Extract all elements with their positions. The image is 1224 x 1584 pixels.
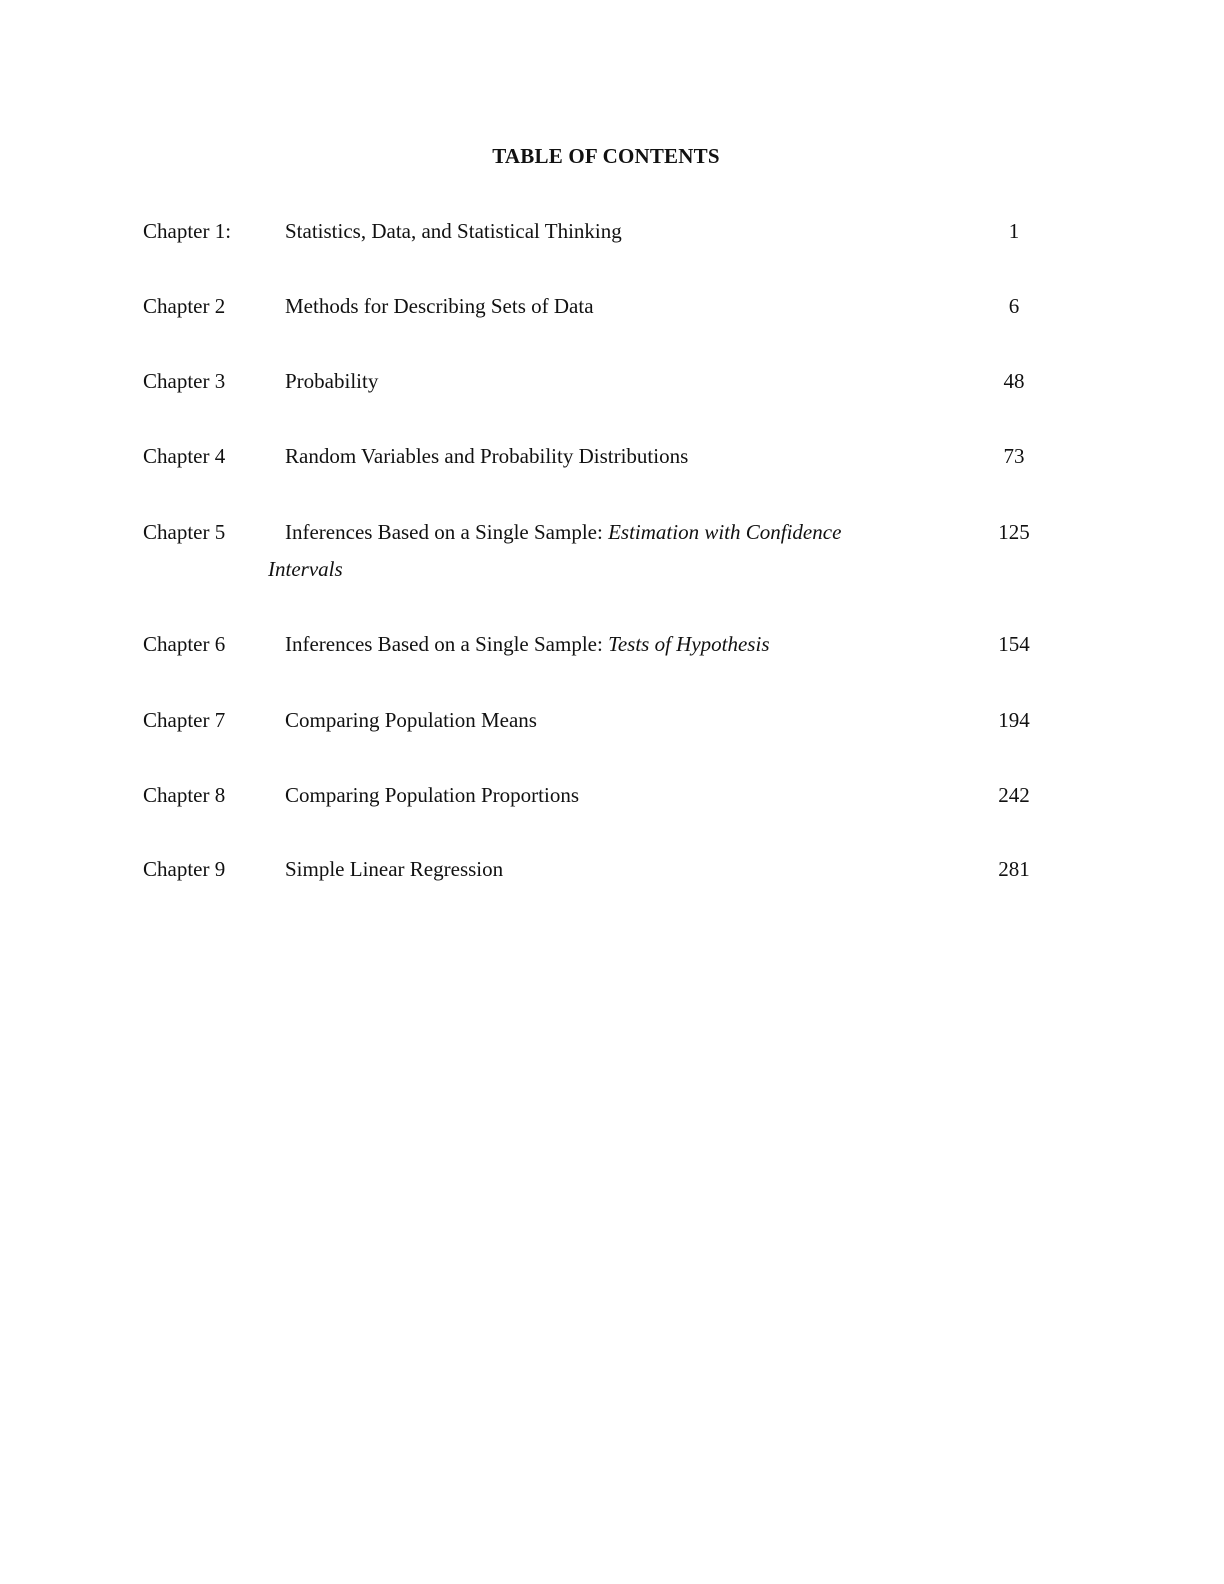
chapter-label: Chapter 3 [143, 369, 226, 393]
page-number: 6 [1008, 294, 1020, 318]
chapter-title-italic: Estimation with Confidence [608, 520, 842, 544]
chapter-title-regular: Inferences Based on a Single Sample: [285, 520, 609, 544]
chapter-title: Probability [285, 369, 379, 393]
chapter-label: Chapter 1: [143, 219, 232, 243]
chapter-title: Simple Linear Regression [285, 857, 504, 881]
page-number: 73 [1003, 444, 1025, 468]
page-number: 1 [1008, 219, 1020, 243]
page-number: 281 [998, 857, 1030, 881]
page-number: 154 [998, 632, 1030, 656]
chapter-title: Methods for Describing Sets of Data [285, 294, 594, 318]
chapter-title: Statistics, Data, and Statistical Thinking [285, 219, 622, 243]
chapter-title [285, 519, 841, 545]
chapter-title: Random Variables and Probability Distributions [285, 444, 689, 468]
page-number: 125 [998, 520, 1030, 544]
chapter-title-continued: Intervals [268, 557, 343, 581]
chapter-label: Chapter 2 [143, 294, 226, 318]
chapter-title-italic: Tests of Hypothesis [608, 632, 770, 656]
chapter-title-regular: Inferences Based on a Single Sample: [285, 632, 609, 656]
chapter-title: Comparing Population Means [285, 708, 537, 732]
chapter-label: Chapter 4 [143, 444, 226, 468]
chapter-title [285, 631, 770, 657]
chapter-label: Chapter 9 [143, 857, 226, 881]
chapter-label: Chapter 8 [143, 783, 226, 807]
chapter-label: Chapter 6 [143, 632, 226, 656]
chapter-title: Comparing Population Proportions [285, 783, 579, 807]
chapter-label: Chapter 5 [143, 520, 226, 544]
page-number: 48 [1003, 369, 1025, 393]
page-number: 194 [998, 708, 1030, 732]
page-title: TABLE OF CONTENTS [492, 144, 720, 168]
page-number: 242 [998, 783, 1030, 807]
chapter-label: Chapter 7 [143, 708, 226, 732]
